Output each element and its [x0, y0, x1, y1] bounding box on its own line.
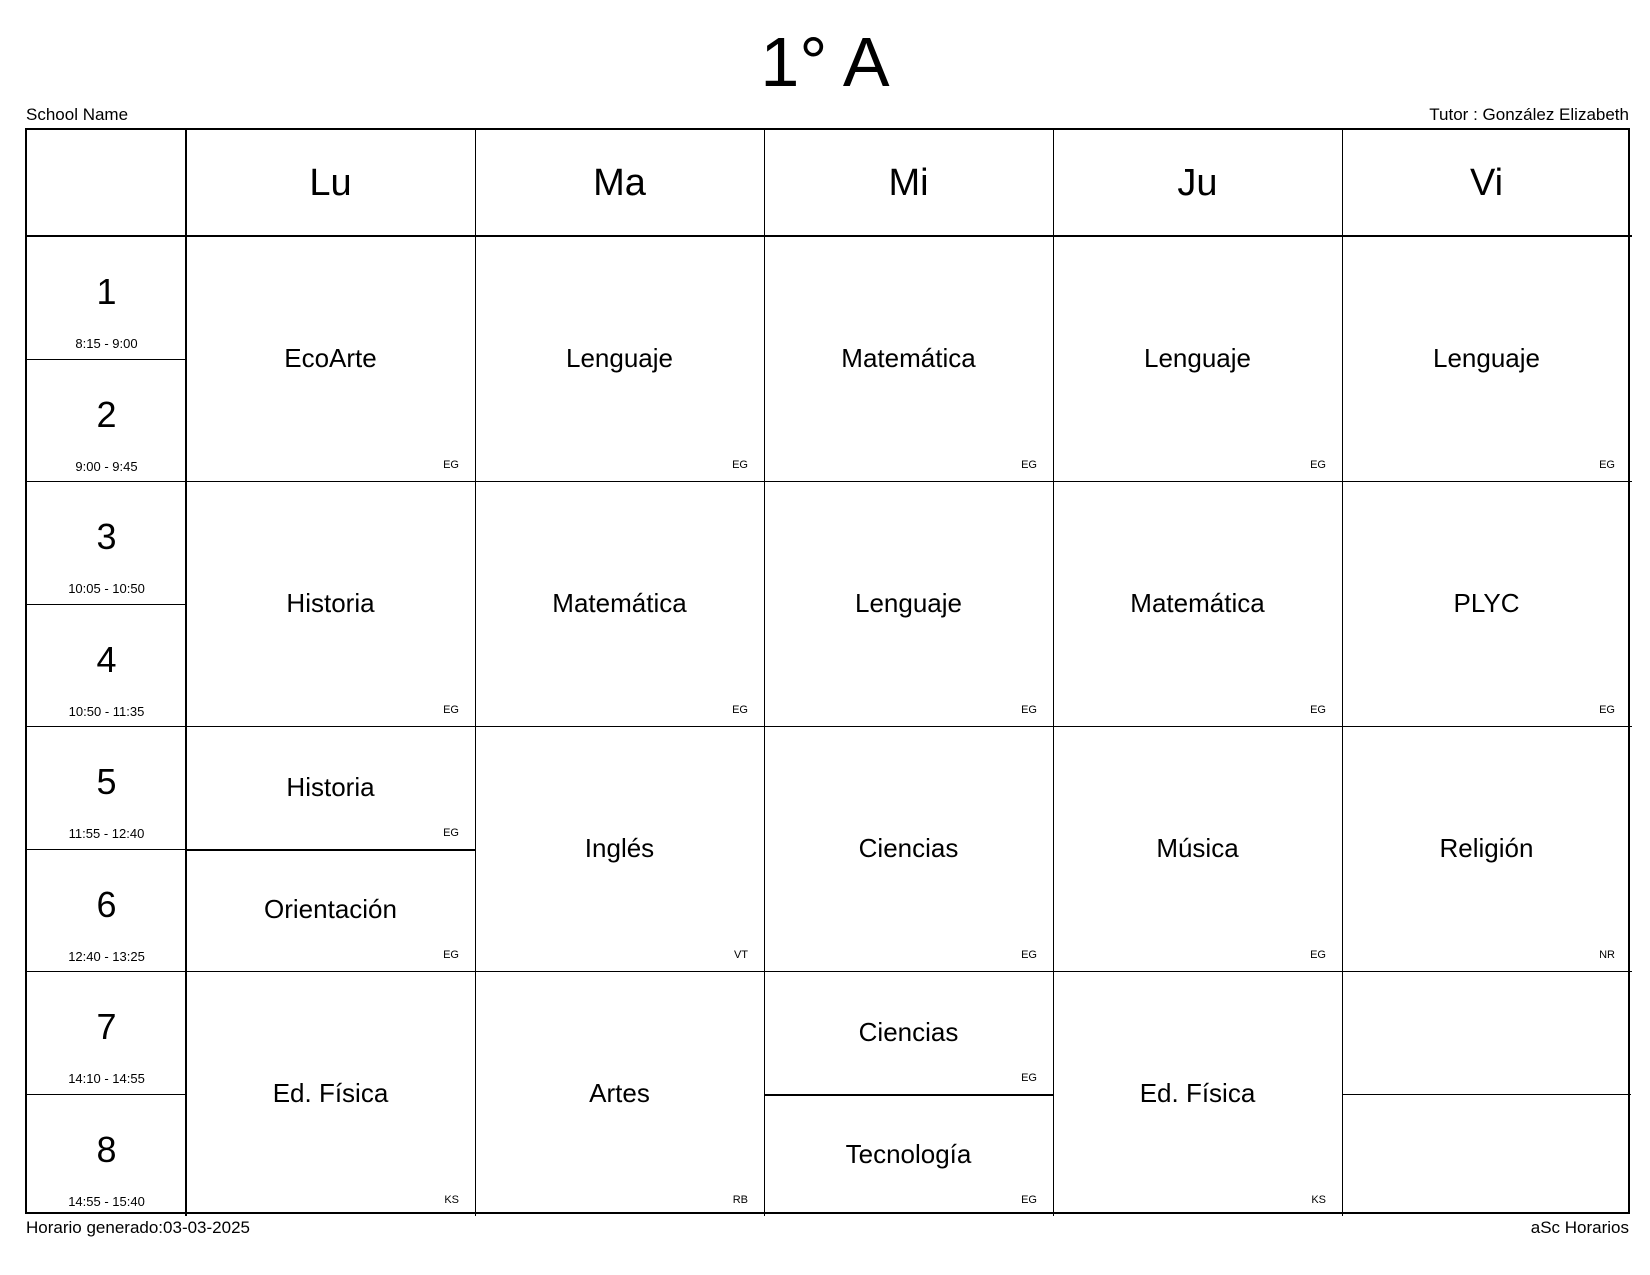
lesson-subject: Ciencias — [858, 1016, 959, 1047]
lesson-teacher: KS — [1311, 1194, 1326, 1206]
period-time: 11:55 - 12:40 — [68, 826, 145, 841]
lesson-cell — [475, 236, 764, 481]
lesson-subject: Matemática — [841, 343, 976, 373]
period-time: 14:55 - 15:40 — [68, 1193, 145, 1209]
period-time: 10:05 - 10:50 — [68, 581, 145, 596]
lesson-subject: Lenguaje — [1144, 343, 1251, 373]
lesson-teacher: EG — [1021, 704, 1037, 716]
period-cell — [27, 726, 186, 849]
tutor-label: Tutor : González Elizabeth — [1429, 105, 1629, 124]
lesson-cell — [1053, 236, 1342, 481]
period-row-divider — [27, 1094, 186, 1095]
period-time: 14:10 - 14:55 — [68, 1071, 145, 1086]
period-time: 10:50 - 11:35 — [68, 703, 145, 719]
lesson-subject: Orientación — [264, 894, 397, 925]
lesson-cell — [186, 726, 475, 849]
period-time: 9:00 - 9:45 — [75, 458, 138, 474]
lesson-teacher: EG — [732, 459, 748, 471]
lesson-teacher: EG — [1310, 704, 1326, 716]
period-row-divider — [27, 604, 186, 605]
period-number: 2 — [96, 393, 117, 435]
lesson-teacher: EG — [1021, 949, 1037, 961]
period-number: 6 — [96, 883, 117, 925]
block-divider — [186, 726, 1632, 727]
empty-cell-divider — [1342, 1094, 1631, 1095]
page-title: 1° A — [760, 23, 890, 101]
lesson-teacher: EG — [443, 949, 459, 961]
lesson-cell — [764, 1094, 1053, 1217]
lesson-cell — [186, 236, 475, 481]
lesson-cell — [475, 726, 764, 971]
lesson-teacher: KS — [444, 1194, 459, 1206]
header-divider — [27, 235, 1632, 237]
day-header: Ma — [593, 161, 646, 204]
period-number: 3 — [96, 516, 117, 557]
school-name: School Name — [26, 105, 129, 124]
lesson-subject: Lenguaje — [1433, 343, 1540, 373]
lesson-subject: Ed. Física — [1139, 1078, 1256, 1108]
lesson-cell — [186, 971, 475, 1216]
period-number: 8 — [96, 1128, 117, 1170]
timetable-grid — [25, 128, 1630, 1214]
lesson-teacher: EG — [443, 826, 459, 839]
lesson-teacher: EG — [1310, 459, 1326, 471]
lesson-subject: PLYC — [1453, 588, 1520, 618]
lesson-cell — [475, 971, 764, 1216]
lesson-cell — [1342, 726, 1631, 971]
lesson-subject: Matemática — [1130, 588, 1265, 618]
lesson-split-divider — [764, 1094, 1053, 1096]
block-divider — [186, 481, 1632, 482]
period-cell — [27, 1094, 186, 1217]
lesson-teacher: EG — [1021, 1071, 1037, 1084]
lesson-subject: Historia — [286, 588, 375, 618]
period-row-divider — [27, 849, 186, 850]
period-cell — [27, 481, 186, 604]
lesson-subject: Ed. Física — [272, 1078, 389, 1108]
lesson-cell — [186, 849, 475, 972]
period-cell — [27, 849, 186, 972]
lesson-cell — [764, 971, 1053, 1094]
lesson-subject: Historia — [286, 771, 375, 802]
lesson-subject: Música — [1156, 833, 1239, 863]
lesson-teacher: VT — [733, 949, 748, 961]
period-row-divider — [27, 726, 186, 727]
lesson-cell — [764, 481, 1053, 726]
day-header: Mi — [888, 161, 929, 204]
lesson-teacher: EG — [732, 704, 748, 716]
period-row-divider — [27, 481, 186, 482]
lesson-cell — [764, 726, 1053, 971]
day-header: Ju — [1177, 161, 1218, 204]
lesson-cell — [1342, 481, 1631, 726]
lesson-subject: EcoArte — [284, 343, 377, 373]
lesson-teacher: EG — [1599, 459, 1615, 471]
software-credit: aSc Horarios — [1530, 1218, 1629, 1237]
period-column-divider — [185, 130, 187, 1216]
period-cell — [27, 971, 186, 1094]
lesson-subject: Religión — [1439, 833, 1534, 863]
lesson-subject: Lenguaje — [566, 343, 673, 373]
lesson-teacher: EG — [1310, 949, 1326, 961]
lesson-cell — [1053, 481, 1342, 726]
period-cell — [27, 236, 186, 359]
day-column-divider — [1342, 130, 1343, 1216]
period-time: 8:15 - 9:00 — [75, 336, 138, 351]
lesson-teacher: RB — [732, 1194, 748, 1206]
block-divider — [186, 971, 1632, 972]
lesson-subject: Matemática — [552, 588, 687, 618]
period-number: 5 — [96, 761, 117, 802]
lesson-teacher: EG — [1021, 459, 1037, 471]
day-header: Lu — [309, 161, 352, 204]
period-number: 7 — [96, 1006, 117, 1047]
period-number: 1 — [96, 271, 117, 312]
lesson-cell — [764, 236, 1053, 481]
lesson-subject: Inglés — [584, 833, 655, 863]
period-row-divider — [27, 971, 186, 972]
lesson-split-divider — [186, 849, 475, 851]
period-cell — [27, 359, 186, 482]
lesson-cell — [1342, 236, 1631, 481]
lesson-cell — [186, 481, 475, 726]
generated-date: Horario generado:03-03-2025 — [26, 1218, 250, 1237]
period-time: 12:40 - 13:25 — [68, 948, 145, 964]
day-column-divider — [1053, 130, 1054, 1216]
lesson-subject: Ciencias — [858, 833, 959, 863]
lesson-teacher: EG — [443, 704, 459, 716]
lesson-subject: Artes — [589, 1078, 650, 1108]
lesson-subject: Lenguaje — [855, 588, 962, 618]
lesson-subject: Tecnología — [845, 1139, 972, 1170]
day-column-divider — [475, 130, 476, 1216]
lesson-cell — [1053, 971, 1342, 1216]
day-header: Vi — [1469, 161, 1504, 204]
lesson-teacher: EG — [1599, 704, 1615, 716]
day-column-divider — [764, 130, 765, 1216]
period-row-divider — [27, 359, 186, 360]
period-number: 4 — [96, 638, 117, 680]
lesson-cell — [475, 481, 764, 726]
lesson-teacher: EG — [443, 459, 459, 471]
lesson-cell — [1053, 726, 1342, 971]
lesson-teacher: EG — [1021, 1194, 1037, 1206]
lesson-teacher: NR — [1599, 949, 1615, 961]
period-cell — [27, 604, 186, 727]
